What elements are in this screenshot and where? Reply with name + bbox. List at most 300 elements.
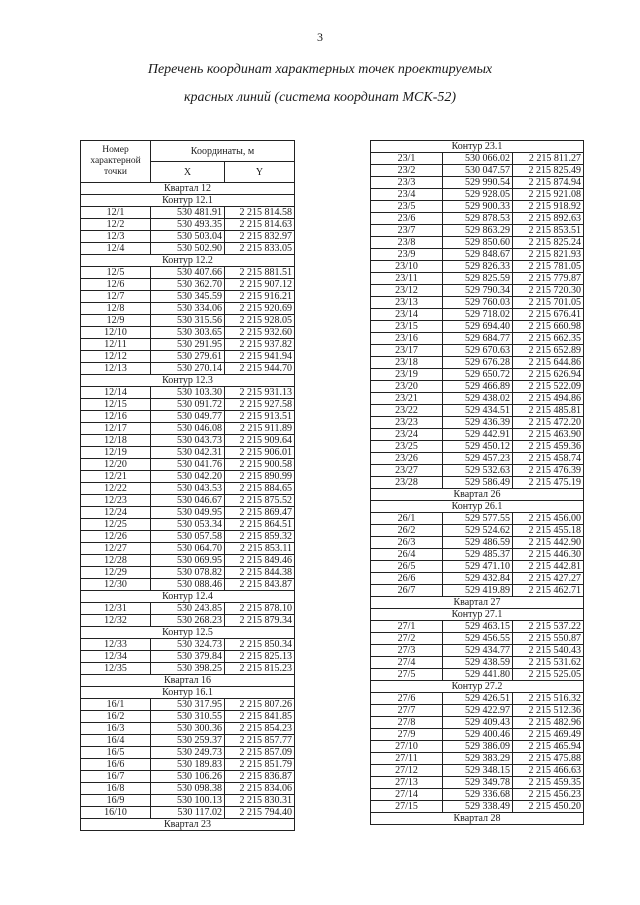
section-row: [81, 183, 295, 195]
table-row: [81, 279, 295, 291]
point-id-cell: 12/34: [81, 651, 151, 663]
section-label: Контур 27.2: [371, 681, 584, 693]
point-id-cell: 23/11: [371, 273, 443, 285]
x-coordinate-cell: 530 041.76: [151, 459, 225, 471]
x-coordinate-cell: 529 676.28: [443, 357, 513, 369]
y-coordinate-cell: 2 215 644.86: [513, 357, 584, 369]
x-coordinate-cell: 529 684.77: [443, 333, 513, 345]
y-coordinate-cell: 2 215 841.85: [225, 711, 295, 723]
x-coordinate-cell: 530 043.53: [151, 483, 225, 495]
table-row: [371, 765, 584, 777]
x-coordinate-cell: 529 456.55: [443, 633, 513, 645]
table-row: [81, 327, 295, 339]
y-coordinate-cell: 2 215 814.63: [225, 219, 295, 231]
table-row: [371, 549, 584, 561]
x-coordinate-cell: 530 069.95: [151, 555, 225, 567]
point-id-cell: 27/6: [371, 693, 443, 705]
x-coordinate-cell: 530 046.08: [151, 423, 225, 435]
x-coordinate-cell: 530 493.35: [151, 219, 225, 231]
point-id-cell: 16/5: [81, 747, 151, 759]
left-table-body: [81, 183, 295, 831]
point-id-cell: 23/24: [371, 429, 443, 441]
table-row: [371, 261, 584, 273]
y-coordinate-cell: 2 215 662.35: [513, 333, 584, 345]
x-coordinate-cell: 530 042.20: [151, 471, 225, 483]
table-row: [371, 441, 584, 453]
point-id-cell: 23/3: [371, 177, 443, 189]
table-row: [371, 537, 584, 549]
section-row: [371, 141, 584, 153]
y-coordinate-cell: 2 215 844.38: [225, 567, 295, 579]
table-row: [371, 465, 584, 477]
point-id-cell: 23/12: [371, 285, 443, 297]
x-coordinate-cell: 529 790.34: [443, 285, 513, 297]
x-coordinate-cell: 530 259.37: [151, 735, 225, 747]
x-coordinate-cell: 529 400.46: [443, 729, 513, 741]
point-id-cell: 23/15: [371, 321, 443, 333]
y-coordinate-cell: 2 215 825.24: [513, 237, 584, 249]
point-id-cell: 26/1: [371, 513, 443, 525]
section-row: [81, 627, 295, 639]
section-label: Контур 26.1: [371, 501, 584, 513]
point-id-cell: 27/11: [371, 753, 443, 765]
point-id-cell: 12/13: [81, 363, 151, 375]
x-coordinate-cell: 529 338.49: [443, 801, 513, 813]
section-row: [371, 813, 584, 825]
x-coordinate-cell: 530 046.67: [151, 495, 225, 507]
table-row: [371, 177, 584, 189]
point-id-cell: 23/2: [371, 165, 443, 177]
section-label: Квартал 26: [371, 489, 584, 501]
section-row: [81, 195, 295, 207]
y-coordinate-cell: 2 215 851.79: [225, 759, 295, 771]
x-coordinate-cell: 530 106.26: [151, 771, 225, 783]
table-row: [81, 747, 295, 759]
table-row: [81, 303, 295, 315]
point-id-cell: 16/9: [81, 795, 151, 807]
section-row: [81, 675, 295, 687]
table-row: [81, 519, 295, 531]
table-row: [81, 351, 295, 363]
point-id-cell: 16/6: [81, 759, 151, 771]
y-coordinate-cell: 2 215 456.23: [513, 789, 584, 801]
document-title-line-2: красных линий (система координат МСК-52): [183, 90, 457, 105]
table-row: [81, 267, 295, 279]
table-row: [81, 435, 295, 447]
table-row: [371, 369, 584, 381]
x-coordinate-cell: 529 383.29: [443, 753, 513, 765]
y-coordinate-cell: 2 215 944.70: [225, 363, 295, 375]
x-coordinate-cell: 529 434.51: [443, 405, 513, 417]
y-coordinate-cell: 2 215 830.31: [225, 795, 295, 807]
x-coordinate-cell: 530 103.30: [151, 387, 225, 399]
y-coordinate-cell: 2 215 701.05: [513, 297, 584, 309]
x-coordinate-cell: 529 349.78: [443, 777, 513, 789]
point-id-cell: 12/33: [81, 639, 151, 651]
x-coordinate-cell: 529 900.33: [443, 201, 513, 213]
table-row: [81, 423, 295, 435]
point-id-cell: 23/21: [371, 393, 443, 405]
y-coordinate-cell: 2 215 853.11: [225, 543, 295, 555]
x-coordinate-cell: 530 317.95: [151, 699, 225, 711]
table-row: [371, 357, 584, 369]
table-row: [371, 477, 584, 489]
x-coordinate-cell: 530 503.04: [151, 231, 225, 243]
table-row: [81, 339, 295, 351]
table-row: [371, 573, 584, 585]
y-coordinate-cell: 2 215 921.08: [513, 189, 584, 201]
y-coordinate-cell: 2 215 456.00: [513, 513, 584, 525]
table-row: [81, 579, 295, 591]
x-coordinate-cell: 530 057.58: [151, 531, 225, 543]
section-label: Квартал 23: [81, 819, 295, 831]
table-row: [371, 657, 584, 669]
y-coordinate-cell: 2 215 442.90: [513, 537, 584, 549]
table-row: [371, 309, 584, 321]
table-row: [81, 207, 295, 219]
y-coordinate-cell: 2 215 879.34: [225, 615, 295, 627]
table-row: [371, 525, 584, 537]
y-coordinate-cell: 2 215 906.01: [225, 447, 295, 459]
x-coordinate-cell: 530 243.85: [151, 603, 225, 615]
point-id-cell: 12/18: [81, 435, 151, 447]
y-coordinate-cell: 2 215 807.26: [225, 699, 295, 711]
point-id-cell: 23/18: [371, 357, 443, 369]
y-coordinate-cell: 2 215 890.99: [225, 471, 295, 483]
table-row: [371, 213, 584, 225]
x-coordinate-cell: 530 291.95: [151, 339, 225, 351]
x-header: X: [151, 162, 225, 183]
point-number-header: [81, 141, 151, 183]
x-coordinate-cell: 530 249.73: [151, 747, 225, 759]
x-coordinate-cell: 529 825.59: [443, 273, 513, 285]
x-coordinate-cell: 529 438.59: [443, 657, 513, 669]
point-id-cell: 12/24: [81, 507, 151, 519]
point-id-cell: 27/4: [371, 657, 443, 669]
coordinates-header: Координаты, м: [151, 141, 295, 162]
y-coordinate-cell: 2 215 427.27: [513, 573, 584, 585]
table-row: [371, 393, 584, 405]
table-row: [81, 663, 295, 675]
section-label: Контур 23.1: [371, 141, 584, 153]
y-coordinate-cell: 2 215 459.36: [513, 441, 584, 453]
x-coordinate-cell: 529 878.53: [443, 213, 513, 225]
y-coordinate-cell: 2 215 469.49: [513, 729, 584, 741]
x-coordinate-cell: 529 426.51: [443, 693, 513, 705]
y-coordinate-cell: 2 215 825.13: [225, 651, 295, 663]
section-row: [371, 597, 584, 609]
x-coordinate-cell: 529 466.89: [443, 381, 513, 393]
y-coordinate-cell: 2 215 815.23: [225, 663, 295, 675]
table-row: [81, 543, 295, 555]
point-id-cell: 12/23: [81, 495, 151, 507]
table-row: [81, 807, 295, 819]
section-label: Контур 12.3: [81, 375, 295, 387]
table-row: [371, 705, 584, 717]
x-coordinate-cell: 529 990.54: [443, 177, 513, 189]
x-coordinate-cell: 529 442.91: [443, 429, 513, 441]
section-label: Квартал 27: [371, 597, 584, 609]
point-id-cell: 23/16: [371, 333, 443, 345]
point-id-cell: 16/2: [81, 711, 151, 723]
section-row: [81, 819, 295, 831]
table-row: [81, 771, 295, 783]
table-row: [81, 603, 295, 615]
x-coordinate-cell: 530 117.02: [151, 807, 225, 819]
table-row: [81, 471, 295, 483]
point-id-cell: 12/1: [81, 207, 151, 219]
y-coordinate-cell: 2 215 941.94: [225, 351, 295, 363]
x-coordinate-cell: 530 066.02: [443, 153, 513, 165]
point-id-cell: 27/9: [371, 729, 443, 741]
x-coordinate-cell: 530 189.83: [151, 759, 225, 771]
y-coordinate-cell: 2 215 814.58: [225, 207, 295, 219]
y-coordinate-cell: 2 215 920.69: [225, 303, 295, 315]
x-coordinate-cell: 529 760.03: [443, 297, 513, 309]
x-coordinate-cell: 530 334.06: [151, 303, 225, 315]
table-row: [371, 429, 584, 441]
table-row: [371, 717, 584, 729]
point-id-cell: 26/3: [371, 537, 443, 549]
y-coordinate-cell: 2 215 869.47: [225, 507, 295, 519]
x-coordinate-cell: 529 348.15: [443, 765, 513, 777]
x-coordinate-cell: 529 457.23: [443, 453, 513, 465]
x-coordinate-cell: 530 091.72: [151, 399, 225, 411]
y-coordinate-cell: 2 215 442.81: [513, 561, 584, 573]
point-id-cell: 27/8: [371, 717, 443, 729]
point-id-cell: 16/4: [81, 735, 151, 747]
point-number-header-line: точки: [103, 167, 127, 177]
x-coordinate-cell: 530 398.25: [151, 663, 225, 675]
section-row: [371, 681, 584, 693]
y-coordinate-cell: 2 215 878.10: [225, 603, 295, 615]
point-id-cell: 16/1: [81, 699, 151, 711]
y-coordinate-cell: 2 215 450.20: [513, 801, 584, 813]
point-id-cell: 27/3: [371, 645, 443, 657]
y-coordinate-cell: 2 215 531.62: [513, 657, 584, 669]
section-label: Квартал 12: [81, 183, 295, 195]
point-id-cell: 16/3: [81, 723, 151, 735]
x-coordinate-cell: 529 434.77: [443, 645, 513, 657]
y-coordinate-cell: 2 215 475.88: [513, 753, 584, 765]
point-id-cell: 12/8: [81, 303, 151, 315]
y-coordinate-cell: 2 215 512.36: [513, 705, 584, 717]
x-coordinate-cell: 530 279.61: [151, 351, 225, 363]
point-id-cell: 12/12: [81, 351, 151, 363]
x-coordinate-cell: 529 485.37: [443, 549, 513, 561]
point-id-cell: 12/30: [81, 579, 151, 591]
y-coordinate-cell: 2 215 821.93: [513, 249, 584, 261]
point-id-cell: 12/6: [81, 279, 151, 291]
table-row: [371, 417, 584, 429]
x-coordinate-cell: 529 432.84: [443, 573, 513, 585]
x-coordinate-cell: 530 270.14: [151, 363, 225, 375]
y-coordinate-cell: 2 215 779.87: [513, 273, 584, 285]
x-coordinate-cell: 530 043.73: [151, 435, 225, 447]
y-coordinate-cell: 2 215 540.43: [513, 645, 584, 657]
y-coordinate-cell: 2 215 874.94: [513, 177, 584, 189]
table-row: [81, 483, 295, 495]
point-id-cell: 23/10: [371, 261, 443, 273]
point-id-cell: 12/2: [81, 219, 151, 231]
x-coordinate-cell: 529 850.60: [443, 237, 513, 249]
point-id-cell: 27/7: [371, 705, 443, 717]
table-row: [81, 651, 295, 663]
table-row: [81, 507, 295, 519]
point-id-cell: 12/27: [81, 543, 151, 555]
y-coordinate-cell: 2 215 913.51: [225, 411, 295, 423]
point-id-cell: 26/7: [371, 585, 443, 597]
x-coordinate-cell: 530 502.90: [151, 243, 225, 255]
point-id-cell: 27/5: [371, 669, 443, 681]
x-coordinate-cell: 530 407.66: [151, 267, 225, 279]
y-coordinate-cell: 2 215 537.22: [513, 621, 584, 633]
y-coordinate-cell: 2 215 864.51: [225, 519, 295, 531]
y-coordinate-cell: 2 215 849.46: [225, 555, 295, 567]
x-coordinate-cell: 530 310.55: [151, 711, 225, 723]
point-id-cell: 12/7: [81, 291, 151, 303]
y-coordinate-cell: 2 215 472.20: [513, 417, 584, 429]
y-coordinate-cell: 2 215 857.09: [225, 747, 295, 759]
point-id-cell: 23/28: [371, 477, 443, 489]
table-row: [371, 165, 584, 177]
table-row: [371, 669, 584, 681]
section-row: [371, 501, 584, 513]
section-label: Контур 12.5: [81, 627, 295, 639]
point-id-cell: 27/1: [371, 621, 443, 633]
y-coordinate-cell: 2 215 482.96: [513, 717, 584, 729]
y-coordinate-cell: 2 215 911.89: [225, 423, 295, 435]
point-number-header-line: Номер: [102, 145, 129, 155]
table-row: [371, 405, 584, 417]
point-id-cell: 26/6: [371, 573, 443, 585]
x-coordinate-cell: 530 042.31: [151, 447, 225, 459]
table-row: [371, 201, 584, 213]
x-coordinate-cell: 529 409.43: [443, 717, 513, 729]
y-coordinate-cell: 2 215 881.51: [225, 267, 295, 279]
section-row: [81, 687, 295, 699]
x-coordinate-cell: 529 336.68: [443, 789, 513, 801]
x-coordinate-cell: 530 303.65: [151, 327, 225, 339]
table-row: [81, 531, 295, 543]
point-id-cell: 12/31: [81, 603, 151, 615]
table-row: [371, 153, 584, 165]
point-id-cell: 12/14: [81, 387, 151, 399]
point-id-cell: 23/17: [371, 345, 443, 357]
table-row: [81, 315, 295, 327]
y-coordinate-cell: 2 215 850.34: [225, 639, 295, 651]
y-coordinate-cell: 2 215 459.35: [513, 777, 584, 789]
x-coordinate-cell: 530 362.70: [151, 279, 225, 291]
x-coordinate-cell: 529 463.15: [443, 621, 513, 633]
y-coordinate-cell: 2 215 463.90: [513, 429, 584, 441]
y-coordinate-cell: 2 215 825.49: [513, 165, 584, 177]
table-row: [371, 789, 584, 801]
table-row: [371, 633, 584, 645]
point-id-cell: 23/1: [371, 153, 443, 165]
point-id-cell: 12/29: [81, 567, 151, 579]
table-row: [371, 297, 584, 309]
point-id-cell: 23/4: [371, 189, 443, 201]
table-row: [371, 225, 584, 237]
y-coordinate-cell: 2 215 843.87: [225, 579, 295, 591]
table-row: [371, 189, 584, 201]
y-coordinate-cell: 2 215 836.87: [225, 771, 295, 783]
table-row: [371, 693, 584, 705]
point-id-cell: 23/7: [371, 225, 443, 237]
y-coordinate-cell: 2 215 892.63: [513, 213, 584, 225]
table-row: [81, 219, 295, 231]
point-id-cell: 12/11: [81, 339, 151, 351]
point-id-cell: 27/12: [371, 765, 443, 777]
y-coordinate-cell: 2 215 525.05: [513, 669, 584, 681]
table-row: [81, 387, 295, 399]
x-coordinate-cell: 529 586.49: [443, 477, 513, 489]
point-id-cell: 16/7: [81, 771, 151, 783]
x-coordinate-cell: 529 848.67: [443, 249, 513, 261]
table-row: [371, 249, 584, 261]
point-id-cell: 16/10: [81, 807, 151, 819]
table-row: [371, 621, 584, 633]
x-coordinate-cell: 529 650.72: [443, 369, 513, 381]
x-coordinate-cell: 529 826.33: [443, 261, 513, 273]
y-coordinate-cell: 2 215 916.21: [225, 291, 295, 303]
section-row: [81, 255, 295, 267]
point-id-cell: 23/9: [371, 249, 443, 261]
y-coordinate-cell: 2 215 907.12: [225, 279, 295, 291]
x-coordinate-cell: 529 450.12: [443, 441, 513, 453]
y-coordinate-cell: 2 215 918.92: [513, 201, 584, 213]
table-row: [81, 639, 295, 651]
x-coordinate-cell: 529 419.89: [443, 585, 513, 597]
point-id-cell: 12/16: [81, 411, 151, 423]
section-row: [371, 609, 584, 621]
table-row: [81, 735, 295, 747]
y-coordinate-cell: 2 215 475.19: [513, 477, 584, 489]
y-coordinate-cell: 2 215 833.05: [225, 243, 295, 255]
x-coordinate-cell: 529 436.39: [443, 417, 513, 429]
x-coordinate-cell: 529 577.55: [443, 513, 513, 525]
table-row: [371, 513, 584, 525]
table-row: [371, 345, 584, 357]
point-id-cell: 23/5: [371, 201, 443, 213]
x-coordinate-cell: 529 486.59: [443, 537, 513, 549]
point-id-cell: 26/4: [371, 549, 443, 561]
y-coordinate-cell: 2 215 494.86: [513, 393, 584, 405]
y-coordinate-cell: 2 215 794.40: [225, 807, 295, 819]
point-id-cell: 23/19: [371, 369, 443, 381]
point-id-cell: 23/26: [371, 453, 443, 465]
point-id-cell: 23/13: [371, 297, 443, 309]
point-id-cell: 23/14: [371, 309, 443, 321]
table-row: [371, 585, 584, 597]
y-coordinate-cell: 2 215 466.63: [513, 765, 584, 777]
x-coordinate-cell: 530 053.34: [151, 519, 225, 531]
table-row: [371, 273, 584, 285]
table-row: [81, 399, 295, 411]
y-coordinate-cell: 2 215 854.23: [225, 723, 295, 735]
table-row: [81, 243, 295, 255]
point-id-cell: 12/5: [81, 267, 151, 279]
x-coordinate-cell: 530 100.13: [151, 795, 225, 807]
table-row: [81, 411, 295, 423]
coordinates-table-left: [80, 140, 295, 831]
table-row: [81, 711, 295, 723]
point-id-cell: 27/14: [371, 789, 443, 801]
point-id-cell: 12/21: [81, 471, 151, 483]
point-id-cell: 23/22: [371, 405, 443, 417]
table-row: [371, 741, 584, 753]
